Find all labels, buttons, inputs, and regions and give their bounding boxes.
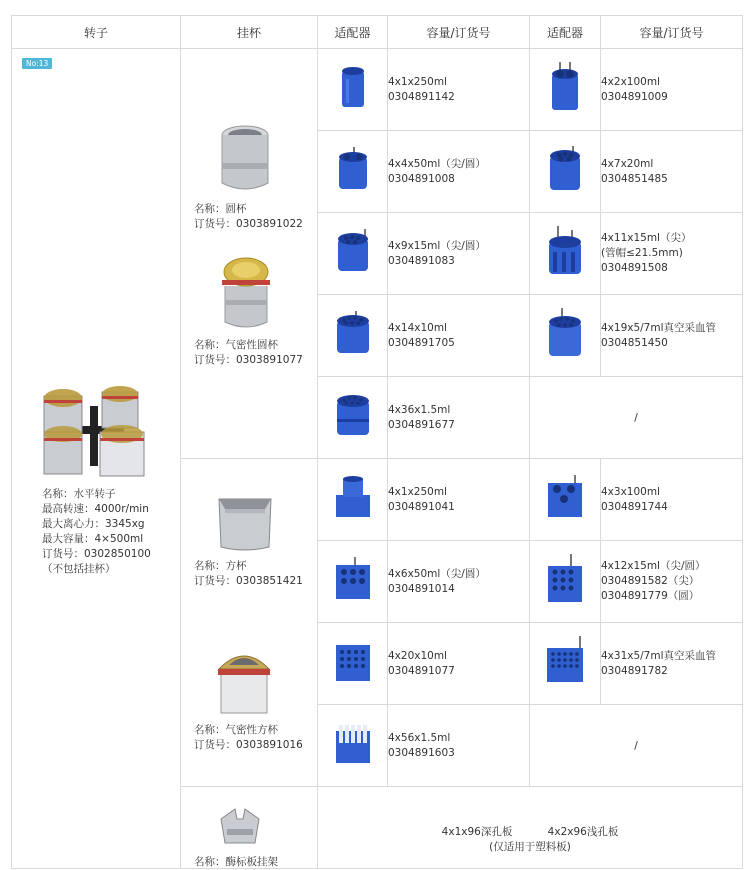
capacity-cell: [388, 213, 530, 295]
adapter-1x250-square-icon: [333, 475, 373, 521]
empty-adapter-cell: [530, 705, 743, 787]
adapter-36x1-5-round-icon: [334, 393, 372, 439]
adapter-image-cell: [318, 49, 388, 131]
plate-capacity-cell: [318, 787, 743, 869]
header-row: [12, 16, 743, 49]
rotor-max-rcf: 最大离心力：3345xg: [42, 518, 145, 530]
adapter-image-cell: [318, 623, 388, 705]
order-number: 0304891677: [388, 418, 455, 431]
deep-well-plate-text: 4x1x96深孔板: [441, 825, 513, 838]
capacity-text: 4x4x50ml（尖/圆）: [388, 157, 486, 170]
order-number: 0304891508: [601, 262, 668, 274]
capacity-cell: [388, 623, 530, 705]
adapter-3x100-square-icon: [545, 475, 585, 521]
capacity-text: 4x6x50ml（尖/圆）: [388, 567, 486, 580]
rotor-max-speed: 最高转速：4000r/min: [42, 503, 149, 515]
adapter-6x50-square-icon: [333, 557, 373, 603]
sealed-square-bucket-info: [194, 723, 303, 753]
order-number: 0304891582（尖）: [601, 575, 700, 587]
adapter-14x10-round-icon: [334, 311, 372, 357]
adapter-12x15-square-icon: [545, 554, 585, 606]
adapter-9x15-round-icon: [335, 229, 371, 275]
square-bucket-name: 名称：方杯: [194, 560, 247, 572]
capacity-cell: [388, 49, 530, 131]
plate-holder-info: [194, 855, 278, 870]
capacity-text: 4x19x5/7ml真空采血管: [601, 321, 717, 334]
sealed-round-bucket-name: 名称：气密性圆杯: [194, 339, 278, 351]
order-number: 0304891083: [388, 254, 455, 267]
rotor-image: [42, 386, 152, 484]
plate-holder-image: [215, 805, 265, 847]
adapter-11x15-round-icon: [546, 226, 584, 278]
plate-note: (仅适用于塑料板): [489, 840, 571, 853]
capacity-text: 4x7x20ml: [601, 157, 654, 170]
capacity-cell: [388, 377, 530, 459]
order-number: 0304891041: [388, 500, 455, 513]
square-bucket-info: [194, 559, 303, 589]
order-number: 0304891014: [388, 582, 455, 595]
rotor-note: （不包括挂杯）: [42, 563, 116, 575]
capacity-text: 4x14x10ml: [388, 321, 447, 334]
rotor-info: [42, 487, 151, 577]
plate-holder-name: 名称：酶标板挂架: [194, 856, 278, 868]
capacity-text: 4x56x1.5ml: [388, 731, 451, 744]
adapter-image-cell: [318, 213, 388, 295]
order-number: 0304851450: [601, 336, 668, 349]
adapter-image-cell: [318, 131, 388, 213]
spec-table: [11, 15, 743, 869]
capacity-cell: [388, 705, 530, 787]
capacity-text: 4x1x250ml: [388, 485, 447, 498]
order-number: 0304891142: [388, 90, 455, 103]
order-number: 0304891603: [388, 746, 455, 759]
adapter-image-cell: [318, 541, 388, 623]
adapter-7x20-round-icon: [547, 146, 583, 194]
capacity-cell: [601, 131, 743, 213]
capacity-cell: [601, 541, 743, 623]
rotor-order-no: 订货号：0302850100: [42, 548, 151, 560]
sealed-round-bucket-order-no: 订货号：0303891077: [194, 354, 303, 366]
adapter-image-cell: [318, 377, 388, 459]
square-bucket-cell: [181, 459, 318, 787]
order-number: 0304891009: [601, 90, 668, 103]
square-bucket-image: [215, 489, 275, 555]
header-rotor: 转子: [12, 16, 181, 49]
order-number: 0304891779（圆）: [601, 590, 700, 602]
round-bucket-info: [194, 202, 303, 232]
capacity-cell: [601, 213, 743, 295]
adapter-image-cell: [530, 131, 601, 213]
capacity-cell: [388, 459, 530, 541]
round-bucket-name: 名称：圆杯: [194, 203, 247, 215]
not-applicable-mark: /: [634, 739, 638, 752]
header-adapter-1: 适配器: [318, 16, 388, 49]
rotor-cell: [12, 49, 181, 869]
capacity-cell: [388, 541, 530, 623]
capacity-cell: [601, 623, 743, 705]
adapter-image-cell: [318, 295, 388, 377]
capacity-text: 4x11x15ml（尖）: [601, 232, 692, 244]
capacity-cell: [388, 131, 530, 213]
capacity-text: 4x31x5/7ml真空采血管: [601, 649, 717, 662]
order-number: 0304891705: [388, 336, 455, 349]
adapter-image-cell: [530, 623, 601, 705]
capacity-cell: [601, 459, 743, 541]
sealed-round-bucket-info: [194, 338, 303, 368]
adapter-image-cell: [318, 459, 388, 541]
adapter-2x100-round-icon: [548, 62, 582, 114]
adapter-image-cell: [530, 295, 601, 377]
adapter-20x10-square-icon: [333, 639, 373, 685]
capacity-text: 4x9x15ml（尖/圆）: [388, 239, 486, 252]
model-badge: No:13: [22, 58, 52, 69]
capacity-text: 4x12x15ml（尖/圆）: [601, 560, 706, 572]
adapter-19x5-7-round-icon: [546, 308, 584, 360]
rotor-max-capacity: 最大容量：4×500ml: [42, 533, 144, 545]
shallow-well-plate-text: 4x2x96浅孔板: [547, 825, 619, 838]
square-bucket-order-no: 订货号：0303851421: [194, 575, 303, 587]
capacity-cell: [388, 295, 530, 377]
capacity-text: 4x3x100ml: [601, 485, 660, 498]
adapter-image-cell: [530, 541, 601, 623]
round-bucket-image: [219, 123, 271, 195]
order-number: 0304851485: [601, 172, 668, 185]
table-row: [12, 49, 743, 131]
sealed-square-bucket-name: 名称：气密性方杯: [194, 724, 278, 736]
order-number: 0304891782: [601, 664, 668, 677]
plate-holder-cell: [181, 787, 318, 869]
capacity-cell: [601, 49, 743, 131]
rotor-name: 名称：水平转子: [42, 488, 116, 500]
header-capacity-2: 容量/订货号: [601, 16, 743, 49]
capacity-cell: [601, 295, 743, 377]
not-applicable-mark: /: [634, 411, 638, 424]
sealed-square-bucket-order-no: 订货号：0303891016: [194, 739, 303, 751]
empty-adapter-cell: [530, 377, 743, 459]
header-bucket: 挂杯: [181, 16, 318, 49]
adapter-image-cell: [530, 459, 601, 541]
adapter-4x50-round-icon: [336, 147, 370, 193]
adapter-56x1-5-square-icon: [333, 721, 373, 767]
round-bucket-cell: [181, 49, 318, 459]
capacity-text: 4x1x250ml: [388, 75, 447, 88]
sealed-round-bucket-image: [219, 256, 273, 330]
capacity-note: (管帽≤21.5mm): [601, 247, 683, 259]
adapter-image-cell: [530, 49, 601, 131]
capacity-text: 4x36x1.5ml: [388, 403, 451, 416]
plate-capacity-info: [318, 801, 742, 855]
sealed-square-bucket-image: [215, 643, 273, 717]
capacity-text: 4x20x10ml: [388, 649, 447, 662]
adapter-31x5-7-square-icon: [544, 636, 586, 688]
adapter-image-cell: [318, 705, 388, 787]
order-number: 0304891008: [388, 172, 455, 185]
round-bucket-order-no: 订货号：0303891022: [194, 218, 303, 230]
adapter-1x250-round-icon: [338, 65, 368, 111]
order-number: 0304891077: [388, 664, 455, 677]
header-adapter-2: 适配器: [530, 16, 601, 49]
header-capacity-1: 容量/订货号: [388, 16, 530, 49]
order-number: 0304891744: [601, 500, 668, 513]
capacity-text: 4x2x100ml: [601, 75, 660, 88]
adapter-image-cell: [530, 213, 601, 295]
